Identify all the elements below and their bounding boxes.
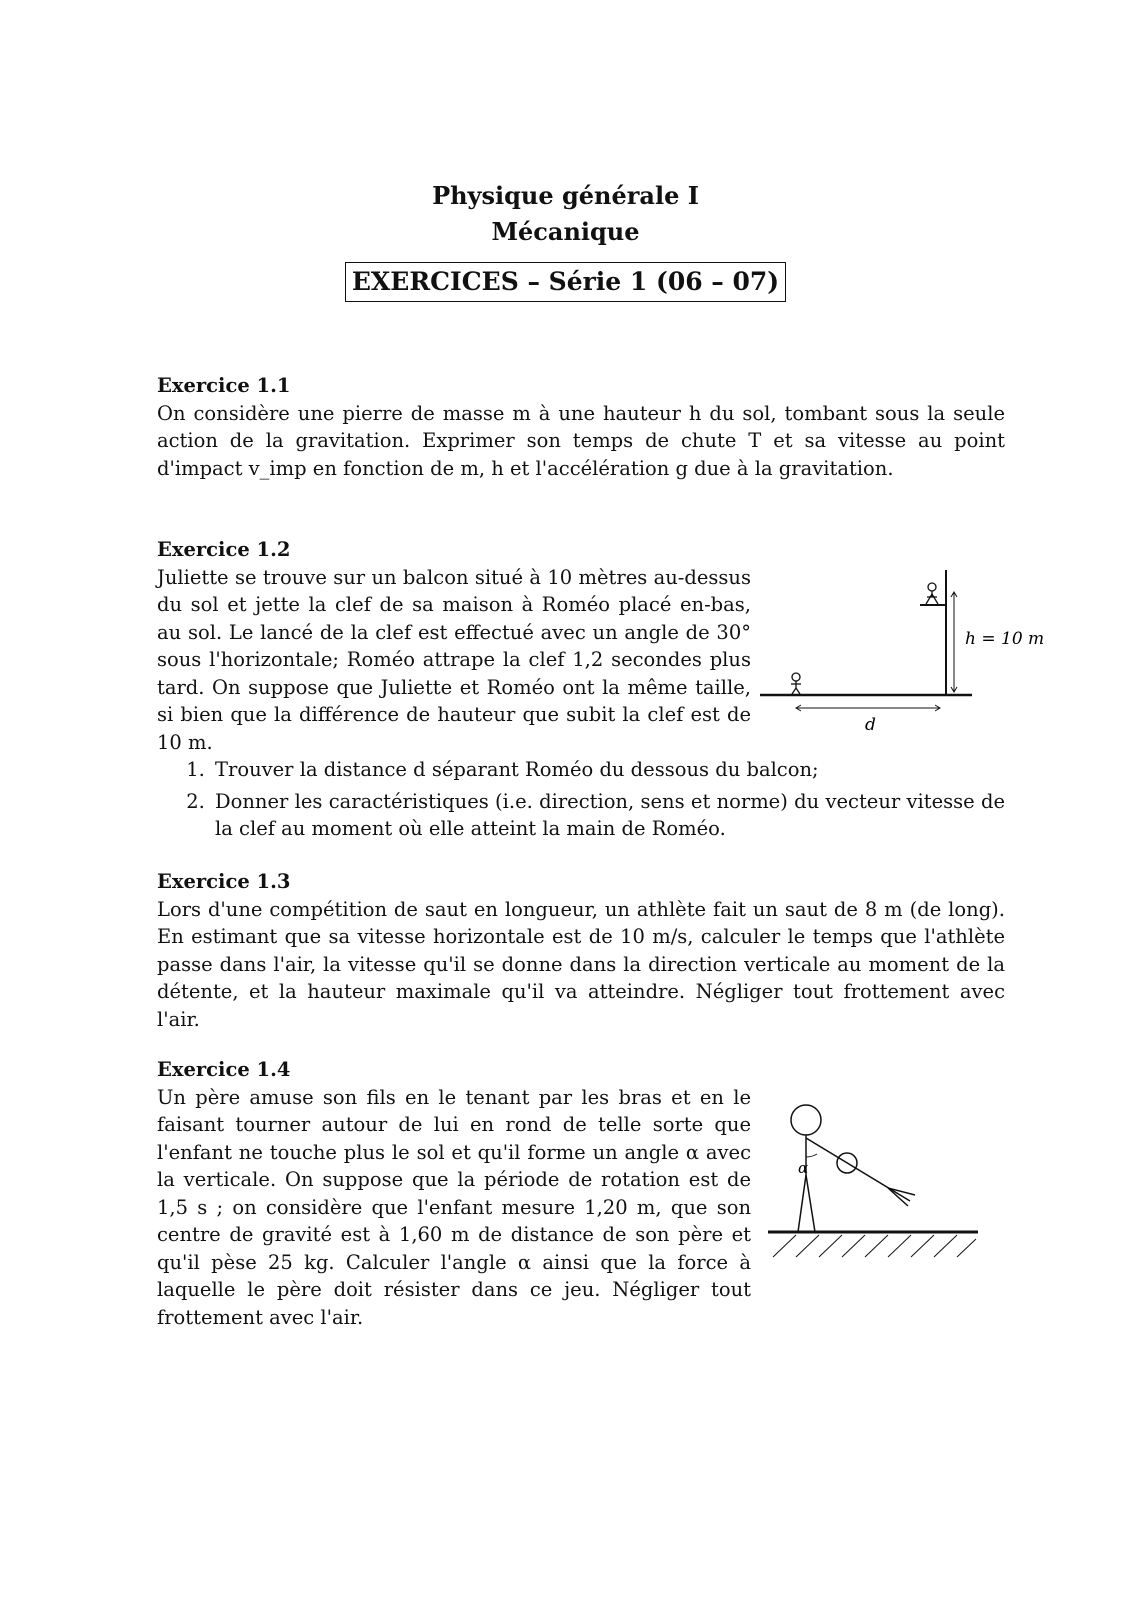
height-arrow xyxy=(951,592,957,692)
child-figure-icon xyxy=(806,1138,915,1206)
exercise-1-1-heading: Exercice 1.1 xyxy=(157,374,291,397)
document-header xyxy=(0,178,1131,302)
exercise-1-1-text: On considère une pierre de masse m à une hauteur h du sol, tombant sous la seule action de la gravitation. Exprimer son temps de chute T et sa vitesse au point d'impact v_imp en fonction de m, h et l'accélération g due à la gravitation. xyxy=(157,401,1005,480)
series-box: EXERCICES – Série 1 (06 – 07) xyxy=(345,262,786,302)
exercise-1-3-text: Lors d'une compétition de saut en longueur, un athlète fait un saut de 8 m (de long). En estimant que sa vitesse horizontale est de 10 m/s, calculer le temps que l'athlète passe dans l'air, la vitesse qu'il se donne dans la direction verticale au moment de la détente, et la hauteur maximale qu'il va atteindre. Négliger tout frottement avec l'air. xyxy=(157,897,1005,1031)
romeo-figure-icon xyxy=(791,673,801,694)
distance-label: d xyxy=(865,715,876,735)
exercise-1-4-text: Un père amuse son fils en le tenant par les bras et en le faisant tourner autour de lui en rond de telle sorte que l'enfant ne touche plus le sol et qu'il forme un angle α avec la verticale. On suppose que la période de rotation est de 1,5 s ; on considère que l'enfant mesure 1,20 m, que son centre de gravité est à 1,60 m de distance de son père et qu'il pèse 25 kg. Calculer l'angle α ainsi que la force à laquelle le père doit résister dans ce jeu. Négliger tout frottement avec l'air. xyxy=(157,1085,751,1329)
question-2: 2. Donner les caractéristiques (i.e. direction, sens et norme) du vecteur vitesse de la clef au moment où elle atteint la main de Roméo. xyxy=(211,788,1005,843)
exercise-1-3-heading: Exercice 1.3 xyxy=(157,870,291,893)
exercise-1-1 xyxy=(157,372,1005,482)
distance-arrow xyxy=(796,705,940,711)
exercise-1-2-text: Juliette se trouve sur un balcon situé à 10 mètres au-dessus du sol et jette la clef de sa maison à Roméo placé en-bas, au sol. Le lancé de la clef est effectué avec un angle de 30° sous l'horizontale; Roméo attrape la clef 1,2 secondes plus tard. On suppose que Juliette et Roméo ont la même taille, si bien que la différence de hauteur que subit la clef est de 10 m. xyxy=(157,565,751,754)
exercise-1-4-heading: Exercice 1.4 xyxy=(157,1058,291,1081)
height-label: h = 10 m xyxy=(965,629,1045,649)
course-title: Physique générale I xyxy=(432,181,699,210)
course-subtitle: Mécanique xyxy=(491,217,640,246)
balcony-figure xyxy=(760,580,1045,750)
rotation-figure xyxy=(768,1105,988,1285)
exercise-1-2-questions xyxy=(157,756,1005,843)
ground-hatching xyxy=(773,1235,976,1257)
exercise-1-2-heading: Exercice 1.2 xyxy=(157,538,291,561)
question-1: 1. Trouver la distance d séparant Roméo du dessous du balcon; xyxy=(211,756,1005,784)
exercise-1-3 xyxy=(157,868,1005,1033)
alpha-label: α xyxy=(798,1159,809,1177)
juliette-figure-icon xyxy=(926,583,938,604)
